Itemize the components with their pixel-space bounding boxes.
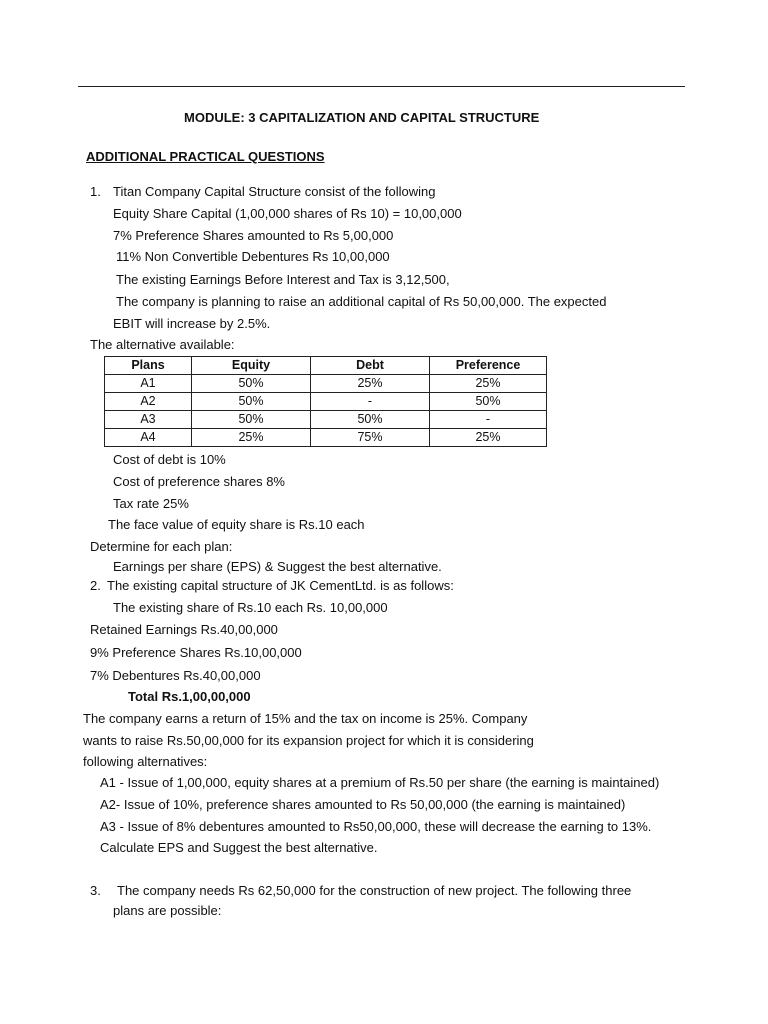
table-cell: 50% xyxy=(192,375,311,393)
table-header-cell: Plans xyxy=(105,357,192,375)
table-cell: 50% xyxy=(430,393,547,411)
q2-line: 7% Debentures Rs.40,00,000 xyxy=(90,668,261,683)
q2-total: Total Rs.1,00,00,000 xyxy=(128,689,251,704)
table-row xyxy=(105,375,547,393)
q2-para-line: following alternatives: xyxy=(83,754,208,769)
q1-line: Titan Company Capital Structure consist of the following xyxy=(113,184,436,199)
module-title: MODULE: 3 CAPITALIZATION AND CAPITAL STRUCTURE xyxy=(184,110,540,125)
q1-line: 11% Non Convertible Debentures Rs 10,00,000 xyxy=(116,249,390,264)
table-row xyxy=(105,429,547,447)
table-cell: 25% xyxy=(311,375,430,393)
table-row xyxy=(105,393,547,411)
table-cell: 25% xyxy=(430,429,547,447)
q1-line: 7% Preference Shares amounted to Rs 5,00,000 xyxy=(113,228,394,243)
q2-para-line: The company earns a return of 15% and the tax on income is 25%. Company xyxy=(83,711,528,726)
q1-eps-line: Earnings per share (EPS) & Suggest the best alternative. xyxy=(113,559,442,574)
table-cell: 50% xyxy=(311,411,430,429)
table-cell: 50% xyxy=(192,393,311,411)
q3-line: The company needs Rs 62,50,000 for the construction of new project. The following three xyxy=(117,883,632,898)
q2-number: 2. xyxy=(90,578,101,593)
q1-determine: Determine for each plan: xyxy=(90,539,233,554)
table-cell: A2 xyxy=(105,393,192,411)
table-header-row xyxy=(105,357,547,375)
plans-table xyxy=(104,356,547,447)
table-cell: A1 xyxy=(105,375,192,393)
q1-alternatives-label: The alternative available: xyxy=(90,337,235,352)
q2-line: Retained Earnings Rs.40,00,000 xyxy=(90,622,278,637)
table-cell: - xyxy=(430,411,547,429)
q1-after-line: Cost of preference shares 8% xyxy=(113,474,285,489)
section-heading: ADDITIONAL PRACTICAL QUESTIONS xyxy=(86,149,325,164)
q3-number: 3. xyxy=(90,883,101,898)
q2-line: The existing share of Rs.10 each Rs. 10,00,000 xyxy=(113,600,388,615)
q2-alternative: Calculate EPS and Suggest the best alternative. xyxy=(100,840,378,855)
table-cell: 25% xyxy=(192,429,311,447)
table-cell: 75% xyxy=(311,429,430,447)
q2-para-line: wants to raise Rs.50,00,000 for its expansion project for which it is considering xyxy=(83,733,534,748)
q1-line: Equity Share Capital (1,00,000 shares of Rs 10) = 10,00,000 xyxy=(113,206,462,221)
q1-after-line: Cost of debt is 10% xyxy=(113,452,226,467)
table-cell: 25% xyxy=(430,375,547,393)
q1-after-line: The face value of equity share is Rs.10 each xyxy=(108,517,365,532)
q1-line: EBIT will increase by 2.5%. xyxy=(113,316,271,331)
q1-line: The company is planning to raise an additional capital of Rs 50,00,000. The expected xyxy=(116,294,607,309)
table-cell: A4 xyxy=(105,429,192,447)
q2-alternative: A3 - Issue of 8% debentures amounted to Rs50,00,000, these will decrease the earning to 13%. xyxy=(100,819,652,834)
q2-alternative: A2- Issue of 10%, preference shares amounted to Rs 50,00,000 (the earning is maintained) xyxy=(100,797,626,812)
q3-line: plans are possible: xyxy=(113,903,222,918)
q2-line: 9% Preference Shares Rs.10,00,000 xyxy=(90,645,302,660)
table-row xyxy=(105,411,547,429)
q1-after-line: Tax rate 25% xyxy=(113,496,189,511)
top-rule xyxy=(78,86,685,87)
q1-number: 1. xyxy=(90,184,101,199)
table-header-cell: Preference xyxy=(430,357,547,375)
table-header-cell: Equity xyxy=(192,357,311,375)
table-header-cell: Debt xyxy=(311,357,430,375)
q1-line: The existing Earnings Before Interest and Tax is 3,12,500, xyxy=(116,272,450,287)
table-cell: - xyxy=(311,393,430,411)
q2-intro: The existing capital structure of JK CementLtd. is as follows: xyxy=(107,578,454,593)
table-cell: A3 xyxy=(105,411,192,429)
table-cell: 50% xyxy=(192,411,311,429)
q2-alternative: A1 - Issue of 1,00,000, equity shares at a premium of Rs.50 per share (the earning is maintained) xyxy=(100,775,660,790)
